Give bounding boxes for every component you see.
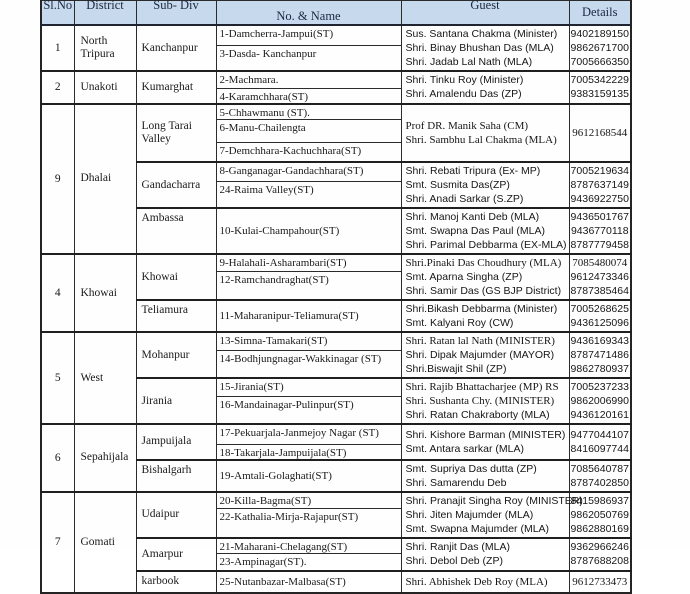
details-cell (569, 460, 631, 492)
district-cell: Gomati (74, 492, 136, 593)
constituency-cell: 16-Mandainagar-Pulinpur(ST) (216, 396, 401, 424)
header-district (74, 1, 136, 26)
details-cell (569, 424, 631, 460)
phone-line: 9862671700 (570, 42, 629, 54)
guest-line: Shri. Sambhu Lal Chakma (MLA) (405, 133, 557, 146)
header-subdiv-label: Sub- Div (153, 0, 199, 12)
phone-line: 9612733473 (572, 575, 628, 588)
slno-cell: 2 (41, 71, 74, 104)
schedule-table (40, 0, 632, 594)
table-row (41, 332, 631, 351)
guest-cell (401, 300, 569, 332)
guest-line: Prof DR. Manik Saha (CM) (405, 119, 529, 132)
guest-line: Smt. Swapna Majumder (MLA) (405, 522, 550, 535)
header-no-name-label: No. & Name (276, 9, 341, 23)
constituency-cell: 5-Chhawmanu (ST). (216, 104, 401, 120)
phone-line: 9383159135 (570, 88, 629, 101)
phone-line: 7005219634 (570, 165, 629, 177)
guest-line: Shri. Jadab Lal Nath (MLA) (405, 56, 533, 68)
constituency-cell: 14-Bodhjungnagar-Wakkinagar (ST) (216, 351, 401, 378)
subdiv-cell: Kumarghat (136, 71, 216, 104)
guest-line: Shri.Biswajit Shil (ZP) (405, 363, 507, 375)
phone-line: 9436501767 (570, 211, 629, 223)
constituency-cell: 18-Takarjala-Jampuijala(ST) (216, 444, 401, 460)
phone-line: 9436120161 (570, 409, 629, 421)
guest-line: Smt. Supriya Das dutta (ZP) (405, 462, 537, 475)
guest-cell (401, 254, 569, 300)
subdiv-cell: Khowai (136, 254, 216, 300)
guest-cell (401, 25, 569, 71)
phone-line: 8787637149 (570, 179, 629, 191)
subdiv-cell: Bishalgarh (136, 460, 216, 492)
phone-line: 9862050769 (570, 508, 629, 521)
details-cell (569, 332, 631, 378)
constituency-cell: 22-Kathalia-Mirja-Rajapur(ST) (216, 509, 401, 538)
header-row (41, 1, 631, 26)
guest-line: Shri. Samir Das (GS BJP District) (405, 285, 562, 297)
guest-line: Shri. Parimal Debbarma (EX-MLA) (405, 239, 567, 251)
constituency-cell: 6-Manu-Chailengta (216, 119, 401, 142)
phone-line: 9362966246 (570, 541, 629, 553)
constituency-cell: 7-Demchhara-Kachuchhara(ST) (216, 142, 401, 162)
constituency-cell: 23-Ampinagar(ST). (216, 554, 401, 571)
guest-cell (401, 162, 569, 208)
subdiv-cell: Jirania (136, 378, 216, 424)
guest-line: Shri. Pranajit Singha Roy (MINISTER) (405, 494, 583, 507)
district-cell: North Tripura (74, 25, 136, 71)
guest-line: Shri. Debol Deb (ZP) (405, 555, 503, 567)
phone-line: 8787688208 (570, 555, 629, 567)
phone-line: 9612168544 (572, 126, 628, 139)
phone-line: 9436922750 (570, 193, 629, 205)
guest-line: Sus. Santana Chakma (Minister) (405, 28, 558, 40)
subdiv-cell: Gandacharra (136, 162, 216, 208)
guest-line: Shri. Kishore Barman (MINISTER) (405, 428, 566, 441)
constituency-cell: 13-Simna-Tamakari(ST) (216, 332, 401, 351)
header-no-name (216, 1, 401, 26)
guest-line: Shri. Amalendu Das (ZP) (405, 88, 522, 101)
phone-line: 8415986937 (570, 494, 629, 507)
constituency-cell: 19-Amtali-Golaghati(ST) (216, 460, 401, 492)
guest-cell (401, 571, 569, 593)
constituency-cell: 11-Maharanipur-Teliamura(ST) (216, 300, 401, 332)
constituency-cell: 8-Ganganagar-Gandachhara(ST) (216, 162, 401, 181)
guest-line: Shri. Tinku Roy (Minister) (405, 74, 524, 87)
constituency-cell: 21-Maharani-Chelagang(ST) (216, 538, 401, 554)
phone-line: 7005237233 (570, 381, 629, 393)
guest-line: Shri. Abhishek Deb Roy (MLA) (405, 575, 548, 588)
phone-line: 8787779458 (570, 239, 629, 251)
subdiv-cell: Amarpur (136, 538, 216, 571)
phone-line: 8416097744 (570, 442, 629, 455)
constituency-cell: 1-Damcherra-Jampui(ST) (216, 25, 401, 46)
constituency-cell: 12-Ramchandraghat(ST) (216, 271, 401, 300)
details-cell (569, 538, 631, 571)
guest-line: Shri. Anadi Sarkar (S.ZP) (405, 193, 524, 205)
guest-cell (401, 424, 569, 460)
details-cell (569, 104, 631, 163)
details-cell (569, 571, 631, 593)
phone-line: 8787471486 (570, 349, 629, 361)
subdiv-cell: Mohanpur (136, 332, 216, 378)
guest-line: Shri. Samarendu Deb (405, 476, 507, 489)
table-row (41, 424, 631, 444)
phone-line: 9402189150 (570, 28, 629, 40)
table-row (41, 104, 631, 120)
guest-line: Shri. Ranjit Das (MLA) (405, 541, 510, 553)
subdiv-cell: Jampuijala (136, 424, 216, 460)
slno-cell: 7 (41, 492, 74, 593)
guest-cell (401, 460, 569, 492)
guest-line: Smt. Antara sarkar (MLA) (405, 442, 524, 455)
guest-cell (401, 104, 569, 163)
constituency-cell: 10-Kulai-Champahour(ST) (216, 208, 401, 254)
subdiv-cell: Long Tarai Valley (136, 104, 216, 163)
table-row (41, 492, 631, 509)
constituency-cell: 24-Raima Valley(ST) (216, 181, 401, 208)
constituency-cell: 9-Halahali-Asharambari(ST) (216, 254, 401, 271)
header-details (569, 1, 631, 26)
phone-line: 9612473346 (570, 271, 629, 283)
district-cell: Dhalai (74, 104, 136, 255)
details-cell (569, 71, 631, 104)
subdiv-cell: Udaipur (136, 492, 216, 538)
guest-line: Shri. Rebati Tripura (Ex- MP) (405, 165, 541, 177)
guest-cell (401, 332, 569, 378)
subdiv-cell: Ambassa (136, 208, 216, 254)
header-slno-label: Sl.No (43, 0, 73, 12)
phone-line: 7005666350 (570, 56, 629, 68)
header-details-label: Details (582, 5, 618, 19)
district-cell: Unakoti (74, 71, 136, 104)
guest-line: Smt. Susmita Das(ZP) (405, 179, 510, 191)
guest-cell (401, 538, 569, 571)
constituency-cell: 2-Machmara. (216, 71, 401, 88)
phone-line: 7085640787 (570, 462, 629, 475)
district-cell: Khowai (74, 254, 136, 332)
header-guest-label: Guest (470, 0, 500, 12)
phone-line: 9436125096 (570, 317, 629, 329)
details-cell (569, 208, 631, 254)
schedule-table-body (41, 25, 631, 593)
table-row (41, 71, 631, 88)
slno-cell: 9 (41, 104, 74, 255)
slno-cell: 6 (41, 424, 74, 492)
guest-line: Shri. Dipak Majumder (MAYOR) (405, 349, 555, 361)
details-cell (569, 254, 631, 300)
details-cell (569, 162, 631, 208)
phone-line: 8787385464 (570, 285, 629, 297)
constituency-cell: 20-Killa-Bagma(ST) (216, 492, 401, 509)
phone-line: 9436770118 (570, 225, 629, 237)
guest-line: Shri. Binay Bhushan Das (MLA) (405, 42, 554, 54)
header-district-label: District (86, 0, 124, 12)
guest-line: Shri. Jiten Majumder (MLA) (405, 508, 534, 521)
phone-line: 9477044107 (570, 428, 629, 441)
guest-line: Smt. Swapna Das Paul (MLA) (405, 225, 545, 237)
guest-line: Smt. Kalyani Roy (CW) (405, 317, 514, 329)
district-cell: West (74, 332, 136, 424)
guest-cell (401, 378, 569, 424)
guest-line: Shri. Ratan lal Nath (MINISTER) (405, 335, 555, 347)
phone-line: 7005342229 (570, 74, 629, 87)
phone-line: 9436169343 (570, 335, 629, 347)
guest-line: Shri.Bikash Debbarma (Minister) (405, 303, 558, 315)
details-cell (569, 25, 631, 71)
table-row (41, 25, 631, 46)
constituency-cell: 15-Jirania(ST) (216, 378, 401, 396)
subdiv-cell: karbook (136, 571, 216, 593)
guest-cell (401, 71, 569, 104)
constituency-cell: 17-Pekuarjala-Janmejoy Nagar (ST) (216, 424, 401, 444)
slno-cell: 1 (41, 25, 74, 71)
slno-cell: 5 (41, 332, 74, 424)
district-cell: Sepahijala (74, 424, 136, 492)
details-cell (569, 492, 631, 538)
details-cell (569, 378, 631, 424)
details-cell (569, 300, 631, 332)
constituency-cell: 3-Dasda- Kanchanpur (216, 46, 401, 71)
phone-line: 7085480074 (572, 257, 628, 269)
guest-line: Shri. Manoj Kanti Deb (MLA) (405, 211, 540, 223)
header-slno (41, 1, 74, 26)
phone-line: 7005268625 (570, 303, 629, 315)
header-guest (401, 1, 569, 26)
phone-line: 9862780937 (570, 363, 629, 375)
table-row (41, 254, 631, 271)
guest-line: Shri. Ratan Chakraborty (MLA) (405, 409, 550, 421)
phone-line: 8787402850 (570, 476, 629, 489)
slno-cell: 4 (41, 254, 74, 332)
subdiv-cell: Kanchanpur (136, 25, 216, 71)
phone-line: 9862006990 (570, 395, 629, 407)
guest-line: Shri.Pinaki Das Choudhury (MLA) (405, 257, 562, 269)
subdiv-cell: Teliamura (136, 300, 216, 332)
guest-cell (401, 208, 569, 254)
constituency-cell: 25-Nutanbazar-Malbasa(ST) (216, 571, 401, 593)
guest-cell (401, 492, 583, 538)
constituency-cell: 4-Karamchhara(ST) (216, 88, 401, 104)
guest-line: Shri. Rajib Bhattacharjee (MP) RS (405, 381, 559, 393)
guest-line: Smt. Aparna Singha (ZP) (405, 271, 523, 283)
guest-line: Shri. Sushanta Chy. (MINISTER) (405, 395, 555, 407)
header-subdiv (136, 1, 216, 26)
phone-line: 9862880169 (570, 522, 629, 535)
